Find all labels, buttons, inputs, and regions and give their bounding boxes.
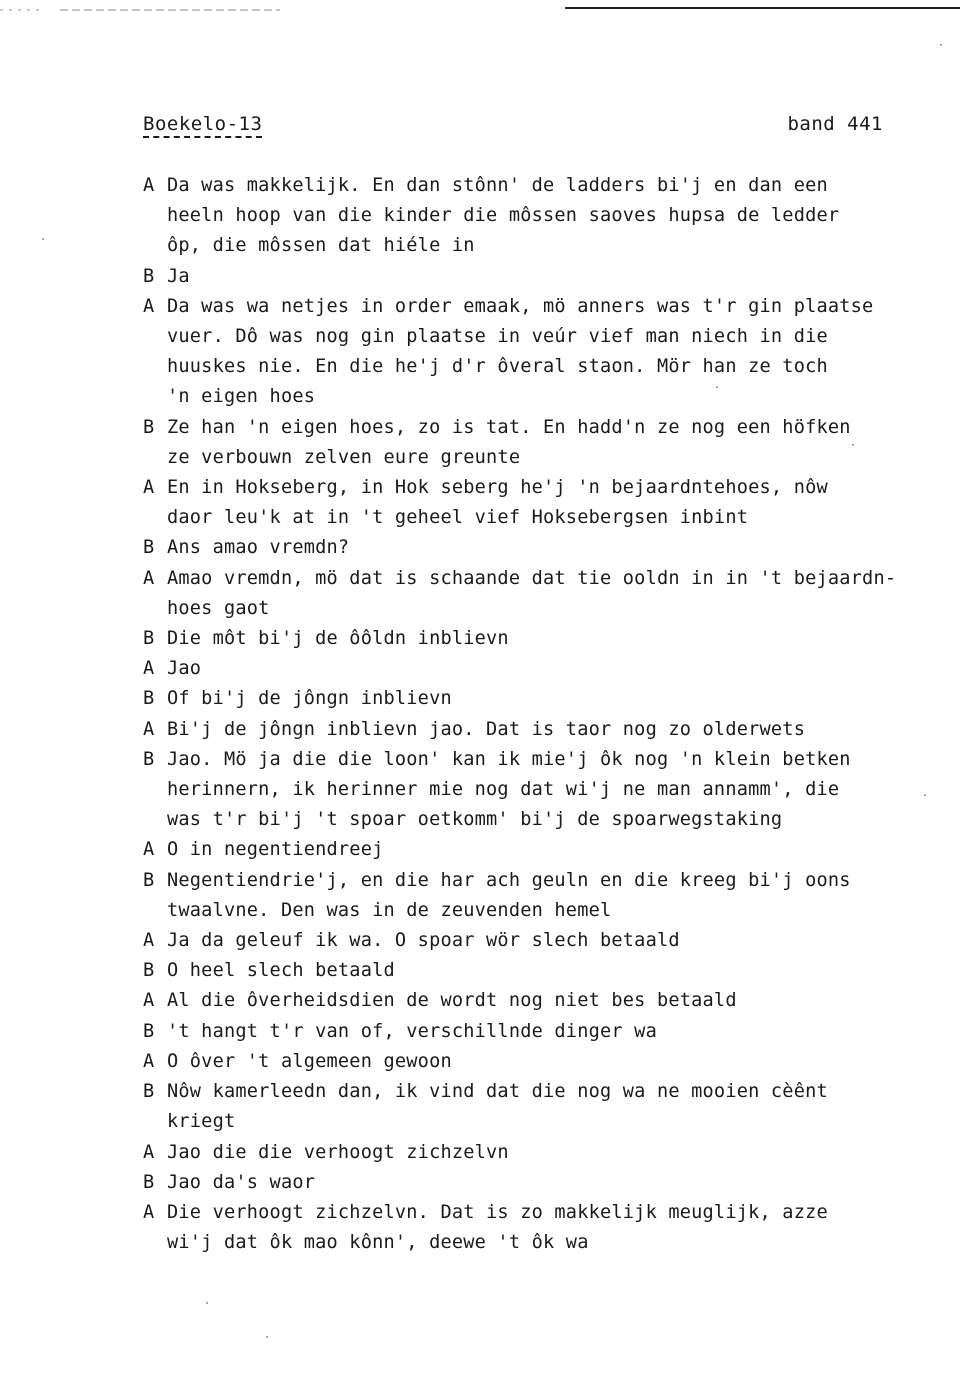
utterance-line: Jao. Mö ja die die loon' kan ik mie'j ôk nog 'n klein betken [167,748,851,770]
transcript-turn [143,171,943,262]
speaker-label: A [143,658,155,680]
speaker-label: B [143,628,155,650]
utterance-line: Ja da geleuf ik wa. O spoar wör slech betaald [167,930,680,952]
speaker-label: A [143,567,155,589]
scan-speck [716,386,718,388]
speaker-label: B [143,960,155,982]
speaker-label: A [143,990,155,1012]
speaker-label: B [143,265,155,287]
utterance-line: huuskes nie. En die he'j d'r ôveral staon. Mör han ze toch [167,356,828,378]
transcript-turn [143,866,943,926]
transcript-turn [143,1198,943,1258]
band-number: band 441 [787,113,883,135]
utterance-line: Negentiendrie'j, en die har ach geuln en die kreeg bi'j oons [167,869,851,891]
utterance-line: O heel slech betaald [167,960,395,982]
transcript-turn [143,564,943,624]
utterance-line: O ôver 't algemeen gewoon [167,1050,452,1072]
transcript [143,171,943,1258]
transcript-turn [143,835,943,865]
transcript-turn [143,654,943,684]
speaker-label: B [143,688,155,710]
speaker-label: A [143,839,155,861]
utterance-line: Die verhoogt zichzelvn. Dat is zo makkelijk meuglijk, azze [167,1201,828,1223]
transcript-turn [143,624,943,654]
scan-speck [42,238,44,240]
speaker-label: A [143,295,155,317]
transcript-turn [143,413,943,473]
transcript-turn [143,1077,943,1137]
speaker-label: A [143,930,155,952]
document-id: Boekelo-13 [143,112,262,138]
speaker-label: B [143,1020,155,1042]
utterance-line: Die môt bi'j de ôôldn inblievn [167,628,509,650]
utterance-line: En in Hokseberg, in Hok seberg he'j 'n bejaardntehoes, nôw [167,477,828,499]
speaker-label: B [143,748,155,770]
utterance-line: 't hangt t'r van of, verschillnde dinger wa [167,1020,657,1042]
scan-speck [206,1302,208,1304]
speaker-label: B [143,1171,155,1193]
scan-edge-line [0,4,960,12]
utterance-line: Ans amao vremdn? [167,537,350,559]
transcript-turn [143,533,943,563]
speaker-label: B [143,416,155,438]
utterance-line: vuer. Dô was nog gin plaatse in veúr vief man niech in die [167,326,828,348]
utterance-line: twaalvne. Den was in de zeuvenden hemel [167,899,612,921]
transcript-turn [143,292,943,413]
transcript-turn [143,956,943,986]
speaker-label: A [143,1050,155,1072]
utterance-line: ôp, die môssen dat hiéle in [167,235,475,257]
transcript-turn [143,684,943,714]
utterance-line: Ze han 'n eigen hoes, zo is tat. En hadd'n ze nog een höfken [167,416,851,438]
transcript-turn [143,926,943,956]
transcript-turn [143,1168,943,1198]
utterance-line: Amao vremdn, mö dat is schaande dat tie ooldn in in 't bejaardn- [167,567,897,589]
speaker-label: A [143,477,155,499]
utterance-line: 'n eigen hoes [167,386,316,408]
utterance-line: Da was makkelijk. En dan stônn' de ladders bi'j en dan een [167,175,828,196]
utterance-line: Bi'j de jôngn inblievn jao. Dat is taor nog zo olderwets [167,718,806,740]
utterance-line: Jao [167,658,202,680]
speaker-label: B [143,537,155,559]
transcript-turn [143,1047,943,1077]
transcript-turn [143,745,943,836]
utterance-line: O in negentiendreej [167,839,384,861]
speaker-label: A [143,1201,155,1223]
transcript-turn [143,473,943,533]
speaker-label: B [143,1081,155,1103]
utterance-line: Jao da's waor [167,1171,316,1193]
utterance-line: hoes gaot [167,597,270,619]
page-header [143,112,883,140]
scan-speck [924,794,926,796]
utterance-line: heeln hoop van die kinder die môssen saoves hupsa de ledder [167,205,840,227]
scan-speck [852,444,854,446]
utterance-line: Jao die die verhoogt zichzelvn [167,1141,509,1163]
utterance-line: was t'r bi'j 't spoar oetkomm' bi'j de spoarwegstaking [167,809,783,831]
transcript-turn [143,986,943,1016]
speaker-label: B [143,869,155,891]
utterance-line: ze verbouwn zelven eure greunte [167,446,521,468]
scan-speck [266,1336,268,1338]
transcript-turn [143,1017,943,1047]
utterance-line: kriegt [167,1111,236,1133]
transcript-turn [143,262,943,292]
utterance-line: wi'j dat ôk mao kônn', deewe 't ôk wa [167,1232,589,1254]
utterance-line: daor leu'k at in 't geheel vief Hoksebergsen inbint [167,507,749,529]
transcript-turn [143,715,943,745]
transcript-turn [143,1138,943,1168]
utterance-line: Of bi'j de jôngn inblievn [167,688,452,710]
speaker-label: A [143,718,155,740]
speaker-label: A [143,175,155,196]
utterance-line: Da was wa netjes in order emaak, mö anners was t'r gin plaatse [167,295,874,317]
speaker-label: A [143,1141,155,1163]
utterance-line: Nôw kamerleedn dan, ik vind dat die nog wa ne mooien cèênt [167,1081,828,1103]
utterance-line: Ja [167,265,190,287]
utterance-line: Al die ôverheidsdien de wordt nog niet bes betaald [167,990,737,1012]
scan-speck [940,44,942,46]
utterance-line: herinnern, ik herinner mie nog dat wi'j ne man annamm', die [167,779,840,801]
